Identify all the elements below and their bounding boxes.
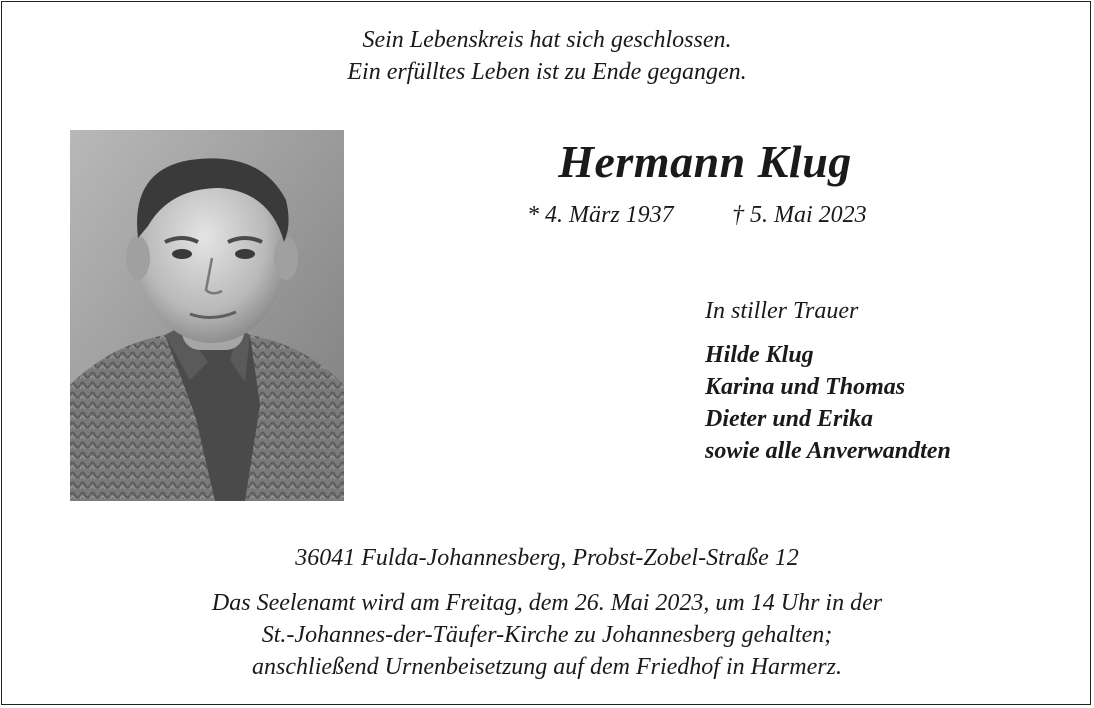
portrait-photo xyxy=(70,130,344,501)
service-line-2: St.-Johannes-der-Täufer-Kirche zu Johannesberg gehalten; xyxy=(261,622,833,648)
service-line-1: Das Seelenamt wird am Freitag, dem 26. Mai 2023, um 14 Uhr in der xyxy=(211,590,883,616)
motto xyxy=(0,24,1094,88)
family-list xyxy=(705,339,951,467)
family-member: Dieter und Erika xyxy=(705,406,874,432)
motto-line-2: Ein erfülltes Leben ist zu Ende gegangen. xyxy=(347,59,747,85)
family-member: Karina und Thomas xyxy=(705,374,906,400)
deceased-name: Hermann Klug xyxy=(558,136,852,187)
family-member: Hilde Klug xyxy=(705,342,814,368)
motto-line-1: Sein Lebenskreis hat sich geschlossen. xyxy=(362,27,732,53)
family-member: sowie alle Anverwandten xyxy=(705,438,951,464)
family-address: 36041 Fulda-Johannesberg, Probst-Zobel-Straße 12 xyxy=(295,545,799,571)
birth-date: * 4. März 1937 xyxy=(527,202,674,228)
service-details xyxy=(0,587,1094,683)
mourning-intro: In stiller Trauer xyxy=(705,298,859,324)
service-line-3: anschließend Urnenbeisetzung auf dem Friedhof in Harmerz. xyxy=(252,654,842,680)
death-date: † 5. Mai 2023 xyxy=(732,202,867,228)
